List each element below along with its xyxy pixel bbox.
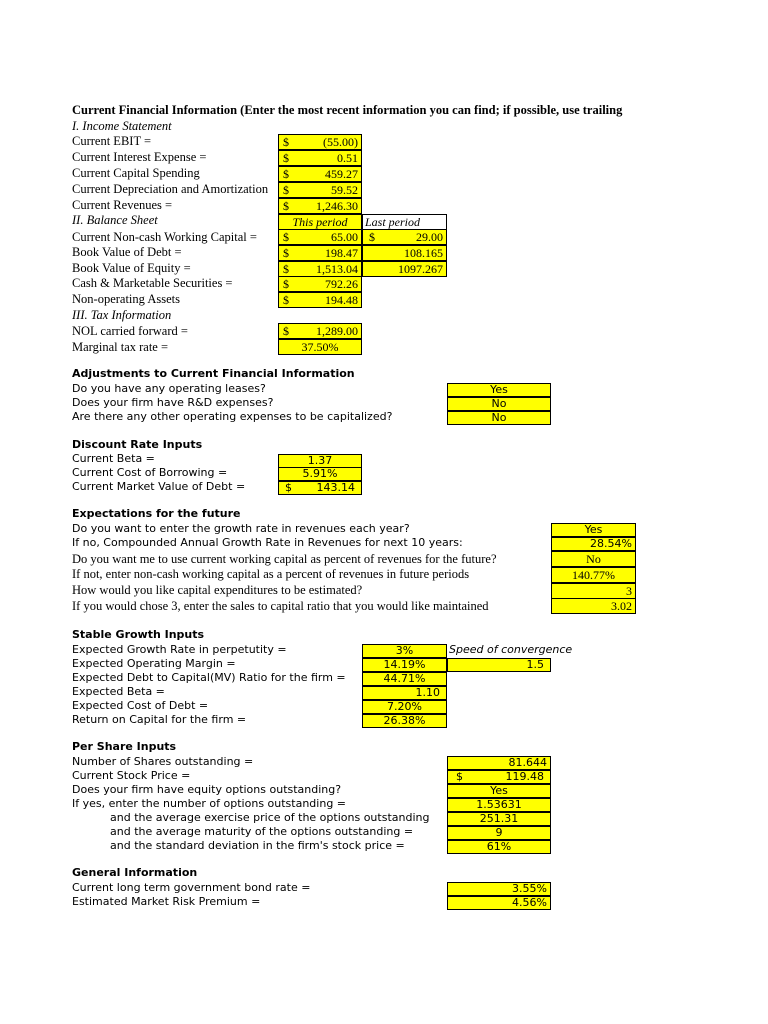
operating-margin-label: Expected Operating Margin = [72, 657, 236, 670]
debt-capital-input[interactable] [362, 672, 447, 686]
mv-debt-value: 143.14 [316, 481, 355, 494]
capital-spending-input[interactable] [278, 166, 362, 182]
shares-value: 81.644 [508, 756, 547, 769]
risk-premium-input[interactable] [447, 896, 551, 910]
cash-securities-label: Cash & Marketable Securities = [72, 276, 233, 290]
debt-capital-label: Expected Debt to Capital(MV) Ratio for the firm = [72, 671, 346, 684]
mv-debt-label: Current Market Value of Debt = [72, 480, 246, 493]
cost-borrowing-input[interactable] [278, 467, 362, 481]
currency-symbol: $ [283, 151, 289, 165]
risk-premium-label: Estimated Market Risk Premium = [72, 895, 261, 908]
speed-convergence-label: Speed of convergence [449, 643, 573, 656]
bond-rate-input[interactable] [447, 882, 551, 896]
revenues-input[interactable] [278, 198, 362, 214]
equity-options-value: Yes [490, 784, 508, 797]
rd-expenses-input[interactable] [447, 397, 551, 411]
wc-percent-question-label: Do you want me to use current working capital as percent of revenues for the future? [72, 552, 497, 566]
interest-expense-value: 0.51 [337, 151, 358, 165]
wc-percent-input[interactable] [551, 567, 636, 583]
operating-margin-value: 14.19% [383, 658, 426, 671]
tax-rate-input[interactable] [278, 339, 362, 355]
rd-expenses-value: No [491, 397, 507, 410]
bond-rate-value: 3.55% [512, 882, 547, 895]
maturity-value: 9 [495, 826, 503, 839]
perpetual-growth-label: Expected Growth Rate in perpetutity = [72, 643, 287, 656]
shares-input[interactable] [447, 756, 551, 770]
expected-beta-label: Expected Beta = [72, 685, 165, 698]
nol-input[interactable] [278, 323, 362, 339]
stdev-value: 61% [486, 840, 512, 853]
other-expenses-input[interactable] [447, 411, 551, 425]
operating-leases-label: Do you have any operating leases? [72, 382, 266, 395]
nol-value: 1,289.00 [316, 324, 358, 338]
stock-price-value: 119.48 [505, 770, 544, 783]
currency-symbol: $ [283, 324, 289, 338]
wc-percent-value: 140.77% [572, 568, 615, 582]
cash-securities-input[interactable] [278, 276, 362, 292]
sales-capital-input[interactable] [551, 598, 636, 614]
debt-capital-value: 44.71% [383, 672, 426, 685]
return-capital-label: Return on Capital for the firm = [72, 713, 247, 726]
shares-label: Number of Shares outstanding = [72, 755, 254, 768]
this-period-header: This period [278, 214, 362, 230]
stock-price-input[interactable] [447, 770, 551, 784]
num-options-value: 1.53631 [476, 798, 522, 811]
other-expenses-value: No [491, 411, 507, 424]
cagr-label: If no, Compounded Annual Growth Rate in Revenues for next 10 years: [72, 536, 463, 549]
maturity-label: and the average maturity of the options outstanding = [110, 825, 414, 838]
maturity-input[interactable] [447, 826, 551, 840]
currency-symbol: $ [283, 246, 289, 260]
cagr-value: 28.54% [590, 537, 632, 550]
growth-entry-label: Do you want to enter the growth rate in revenues each year? [72, 522, 410, 535]
stdev-input[interactable] [447, 840, 551, 854]
currency-symbol: $ [283, 262, 289, 276]
operating-margin-input[interactable] [362, 658, 447, 672]
current-beta-value: 1.37 [307, 454, 333, 467]
book-debt-last-value: 108.165 [404, 246, 443, 260]
ebit-label: Current EBIT = [72, 134, 152, 148]
discount-title: Discount Rate Inputs [72, 438, 203, 451]
tax-rate-label: Marginal tax rate = [72, 340, 169, 354]
last-period-header: Last period [362, 214, 447, 230]
book-equity-input[interactable] [278, 261, 362, 277]
currency-symbol: $ [283, 135, 289, 149]
exercise-price-value: 251.31 [479, 812, 519, 825]
non-operating-assets-input[interactable] [278, 292, 362, 308]
capital-spending-label: Current Capital Spending [72, 166, 200, 180]
working-capital-label: Current Non-cash Working Capital = [72, 230, 257, 244]
exercise-price-input[interactable] [447, 812, 551, 826]
book-debt-last-input[interactable] [362, 245, 447, 261]
exercise-price-label: and the average exercise price of the options outstanding [110, 811, 430, 824]
stock-price-label: Current Stock Price = [72, 769, 191, 782]
cagr-input[interactable] [551, 537, 636, 551]
stdev-label: and the standard deviation in the firm's stock price = [110, 839, 405, 852]
perpetual-growth-value: 3% [395, 644, 414, 657]
bond-rate-label: Current long term government bond rate = [72, 881, 311, 894]
speed-convergence-value: 1.5 [526, 658, 544, 671]
capex-method-input[interactable] [551, 583, 636, 599]
equity-options-label: Does your firm have equity options outstanding? [72, 783, 342, 796]
cost-borrowing-value: 5.91% [302, 467, 338, 480]
tax-header: III. Tax Information [72, 308, 172, 322]
working-capital-value: 65.00 [331, 230, 358, 244]
speed-convergence-input[interactable] [447, 658, 551, 672]
depreciation-value: 59.52 [331, 183, 358, 197]
currency-symbol: $ [285, 481, 292, 494]
page-title: Current Financial Information (Enter the most recent information you can find; if possible, use trailing [72, 103, 623, 117]
currency-symbol: $ [456, 770, 463, 783]
interest-expense-input[interactable] [278, 150, 362, 166]
current-beta-label: Current Beta = [72, 452, 155, 465]
revenues-value: 1,246.30 [316, 199, 358, 213]
non-operating-assets-value: 194.48 [325, 293, 358, 307]
currency-symbol: $ [283, 293, 289, 307]
income-statement-header: I. Income Statement [72, 119, 172, 133]
wc-percent-label: If not, enter non-cash working capital as a percent of revenues in future periods [72, 567, 470, 581]
capital-spending-value: 459.27 [325, 167, 358, 181]
book-equity-label: Book Value of Equity = [72, 261, 191, 275]
book-debt-value: 198.47 [325, 246, 358, 260]
currency-symbol: $ [283, 167, 289, 181]
revenues-label: Current Revenues = [72, 198, 173, 212]
book-debt-label: Book Value of Debt = [72, 245, 182, 259]
risk-premium-value: 4.56% [512, 896, 547, 909]
depreciation-input[interactable] [278, 182, 362, 198]
working-capital-last-input[interactable] [362, 229, 447, 245]
num-options-input[interactable] [447, 798, 551, 812]
mv-debt-input[interactable] [278, 481, 362, 495]
rd-expenses-label: Does your firm have R&D expenses? [72, 396, 274, 409]
operating-leases-value: Yes [490, 383, 508, 396]
capex-method-value: 3 [626, 584, 632, 598]
currency-symbol: $ [369, 230, 375, 244]
working-capital-last-value: 29.00 [416, 230, 443, 244]
general-title: General Information [72, 866, 198, 879]
sales-capital-value: 3.02 [611, 599, 632, 613]
book-equity-value: 1,513.04 [316, 262, 358, 276]
capex-method-label: How would you like capital expenditures to be estimated? [72, 583, 363, 597]
cost-of-debt-label: Expected Cost of Debt = [72, 699, 209, 712]
cash-securities-value: 792.26 [325, 277, 358, 291]
return-capital-value: 26.38% [383, 714, 426, 727]
book-debt-input[interactable] [278, 245, 362, 261]
cost-of-debt-input[interactable] [362, 700, 447, 714]
operating-leases-input[interactable] [447, 383, 551, 397]
working-capital-input[interactable] [278, 229, 362, 245]
wc-percent-question-input[interactable] [551, 551, 636, 567]
book-equity-last-value: 1097.267 [398, 262, 443, 276]
wc-percent-question-value: No [586, 552, 601, 566]
num-options-label: If yes, enter the number of options outstanding = [72, 797, 347, 810]
expectations-title: Expectations for the future [72, 507, 241, 520]
cost-borrowing-label: Current Cost of Borrowing = [72, 466, 228, 479]
balance-sheet-header: II. Balance Sheet [72, 213, 158, 227]
equity-options-input[interactable] [447, 784, 551, 798]
depreciation-label: Current Depreciation and Amortization [72, 182, 269, 196]
cost-of-debt-value: 7.20% [387, 700, 422, 713]
interest-expense-label: Current Interest Expense = [72, 150, 207, 164]
per-share-title: Per Share Inputs [72, 740, 177, 753]
sales-capital-label: If you would chose 3, enter the sales to capital ratio that you would like maintained [72, 599, 489, 613]
tax-rate-value: 37.50% [301, 340, 339, 354]
growth-entry-value: Yes [584, 523, 603, 536]
non-operating-assets-label: Non-operating Assets [72, 292, 180, 306]
adjustments-title: Adjustments to Current Financial Information [72, 367, 355, 380]
currency-symbol: $ [283, 199, 289, 213]
growth-entry-input[interactable] [551, 523, 636, 537]
perpetual-growth-input[interactable] [362, 644, 447, 658]
currency-symbol: $ [283, 183, 289, 197]
book-equity-last-input[interactable] [362, 261, 447, 277]
expected-beta-value: 1.10 [415, 686, 440, 699]
other-expenses-label: Are there any other operating expenses to be capitalized? [72, 410, 393, 423]
nol-label: NOL carried forward = [72, 324, 188, 338]
ebit-input[interactable] [278, 134, 362, 150]
currency-symbol: $ [283, 230, 289, 244]
currency-symbol: $ [283, 277, 289, 291]
expected-beta-input[interactable] [362, 686, 447, 700]
current-beta-input[interactable] [278, 454, 362, 468]
return-capital-input[interactable] [362, 714, 447, 728]
ebit-value: (55.00) [323, 135, 358, 149]
stable-title: Stable Growth Inputs [72, 628, 205, 641]
